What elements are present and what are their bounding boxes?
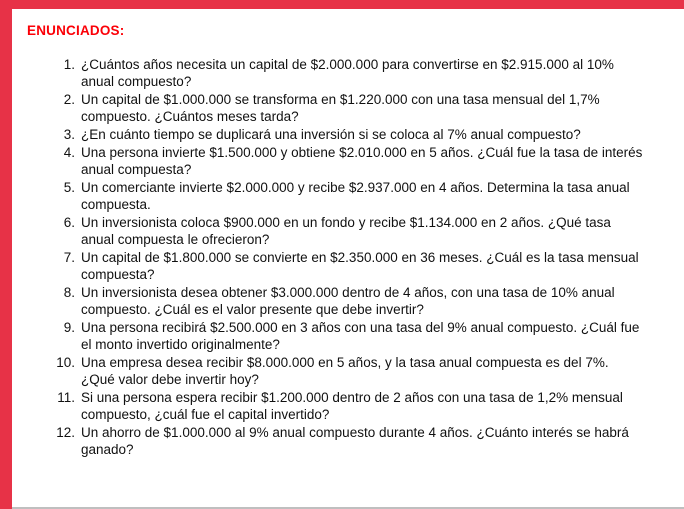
item-number: 12. [56, 425, 75, 440]
list-item [51, 354, 670, 388]
item-number: 1. [63, 57, 75, 72]
list-item [51, 126, 670, 143]
item-number: 2. [63, 92, 75, 107]
list-item [51, 179, 670, 213]
top-accent-bar [0, 0, 684, 9]
list-item [51, 424, 670, 458]
list-item [51, 56, 670, 90]
document-body [12, 9, 684, 507]
item-number: 6. [63, 215, 75, 230]
list-item [51, 249, 670, 283]
item-text: ¿Cuántos años necesita un capital de $2.000.000 para convertirse en $2.915.000 al 10% anual compuesto? [81, 57, 614, 89]
item-number: 4. [63, 145, 75, 160]
item-text: Una persona invierte $1.500.000 y obtiene $2.010.000 en 5 años. ¿Cuál fue la tasa de interés anual compuesta? [81, 145, 643, 177]
item-number: 7. [63, 250, 75, 265]
list-item [51, 91, 670, 125]
list-item [51, 284, 670, 318]
list-item [51, 319, 670, 353]
problem-list [51, 56, 670, 458]
list-item [51, 389, 670, 423]
item-number: 8. [63, 285, 75, 300]
item-text: Si una persona espera recibir $1.200.000 dentro de 2 años con una tasa de 1,2% mensual compuesto, ¿cuál fue el capital invertido? [81, 390, 623, 422]
item-number: 10. [56, 355, 75, 370]
list-item [51, 144, 670, 178]
page-title: ENUNCIADOS: [27, 23, 125, 38]
item-number: 3. [63, 127, 75, 142]
item-text: ¿En cuánto tiempo se duplicará una inversión si se coloca al 7% anual compuesto? [81, 127, 581, 142]
item-number: 9. [63, 320, 75, 335]
item-number: 11. [57, 390, 75, 405]
item-text: Un inversionista coloca $900.000 en un fondo y recibe $1.134.000 en 2 años. ¿Qué tasa anual compuesta le ofrecieron? [81, 215, 611, 247]
item-text: Un capital de $1.800.000 se convierte en $2.350.000 en 36 meses. ¿Cuál es la tasa mensual compuesta? [81, 250, 639, 282]
left-accent-bar [0, 0, 12, 509]
item-text: Un ahorro de $1.000.000 al 9% anual compuesto durante 4 años. ¿Cuánto interés se habrá ganado? [81, 425, 629, 457]
item-text: Un inversionista desea obtener $3.000.000 dentro de 4 años, con una tasa de 10% anual compuesto. ¿Cuál es el valor presente que debe invertir? [81, 285, 615, 317]
item-text: Una empresa desea recibir $8.000.000 en 5 años, y la tasa anual compuesta es del 7%. ¿Qué valor debe invertir hoy? [81, 355, 609, 387]
list-item [51, 214, 670, 248]
item-number: 5. [63, 180, 75, 195]
item-text: Un capital de $1.000.000 se transforma en $1.220.000 con una tasa mensual del 1,7% compuesto. ¿Cuántos meses tarda? [81, 92, 600, 124]
item-text: Un comerciante invierte $2.000.000 y recibe $2.937.000 en 4 años. Determina la tasa anual compuesta. [81, 180, 630, 212]
item-text: Una persona recibirá $2.500.000 en 3 años con una tasa del 9% anual compuesto. ¿Cuál fue el monto invertido originalmente? [81, 320, 640, 352]
